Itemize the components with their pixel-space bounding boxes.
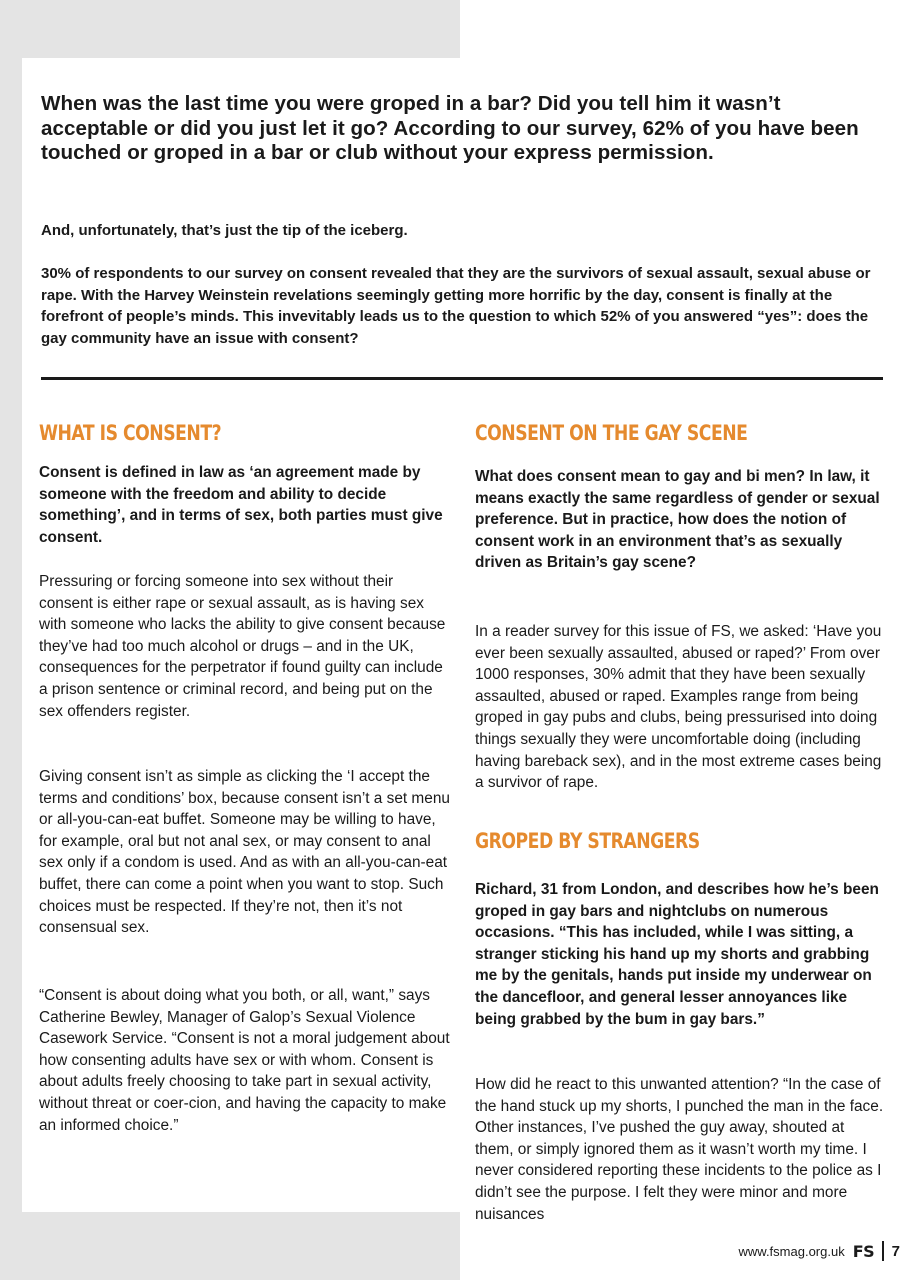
section-heading-groped-by-strangers: GROPED BY STRANGERS bbox=[475, 829, 700, 853]
body-paragraph: Richard, 31 from London, and describes how he’s been groped in gay bars and nightclubs on numerous occasions. “This has included, while I was sitting, a stranger sticking his hand up my shorts and grabbing me by the genitals, hands put inside my underwear on the dancefloor, and general lesser annoyances like being grabbed by the bum in gay bars.” bbox=[475, 881, 879, 1028]
body-paragraph: What does consent mean to gay and bi men? In law, it means exactly the same regardless of gender or sexual preference. But in practice, how does the notion of consent work in an environment that’s as sexually driven as Britain’s gay scene? bbox=[475, 468, 880, 572]
page-number: 7 bbox=[891, 1242, 900, 1260]
body-paragraph: Consent is defined in law as ‘an agreement made by someone with the freedom and ability to decide something’, and in terms of sex, both parties must give consent. bbox=[39, 464, 443, 546]
footer-divider bbox=[882, 1241, 884, 1261]
section-heading-consent-gay-scene: CONSENT ON THE GAY SCENE bbox=[475, 421, 748, 445]
section-heading-what-is-consent: WHAT IS CONSENT? bbox=[39, 421, 222, 445]
page-footer bbox=[739, 1240, 901, 1262]
lead-paragraph: When was the last time you were groped in a bar? Did you tell him it wasn’t acceptable or did you just let it go? According to our survey, 62% of you have been touched or groped in a bar or club without your express permission. bbox=[41, 92, 859, 164]
body-paragraph: How did he react to this unwanted attention? “In the case of the hand stuck up my shorts, I punched the man in the face. Other instances, I’ve pushed the guy away, shouted at them, or simply ignored them as it wasn’t worth my time. I never considered reporting these incidents to the police as I didn’t see the purpose. I felt they were minor and more nuisances bbox=[475, 1076, 884, 1223]
website-link[interactable]: www.fsmag.org.uk bbox=[738, 1243, 845, 1259]
fs-logo: FS bbox=[852, 1241, 875, 1261]
intro-paragraph: And, unfortunately, that’s just the tip of the iceberg. bbox=[41, 222, 408, 239]
body-paragraph: “Consent is about doing what you both, or all, want,” says Catherine Bewley, Manager of Galop’s Sexual Violence Casework Service. “Consent is not a moral judgement about how consenting adults have sex or with whom. Consent is about adults freely choosing to take part in sexual activity, without threat or coer-cion, and having the capacity to make an informed choice.” bbox=[39, 987, 450, 1134]
intro-paragraph: 30% of respondents to our survey on consent revealed that they are the survivors of sexual assault, sexual abuse or rape. With the Harvey Weinstein revelations seemingly getting more horrific by the day, consent is finally at the forefront of people’s minds. This invevitably leads us to the question to which 52% of you answered “yes”: does the gay community have an issue with consent? bbox=[41, 265, 871, 347]
body-paragraph: Giving consent isn’t as simple as clicking the ‘I accept the terms and conditions’ box, because consent isn’t a set menu or all-you-can-eat buffet. Someone may be willing to have, for example, oral but not anal sex, or may consent to anal sex only if a condom is used. And as with an all-you-can-eat buffet, there can come a point when you want to stop. Such choices must be respected. If they’re not, then it’s not consensual sex. bbox=[39, 768, 450, 937]
body-paragraph: Pressuring or forcing someone into sex without their consent is either rape or sexual assault, as is having sex with someone who lacks the ability to give consent because they’ve had too much alcohol or drugs – and in the UK, consequences for the perpetrator if found guilty can include a prison sentence or criminal record, and being put on the sex offenders register. bbox=[39, 573, 446, 720]
body-paragraph: In a reader survey for this issue of FS, we asked: ‘Have you ever been sexually assaulted, abused or raped?’ From over 1000 responses, 30% admit that they have been sexually assaulted, abused or raped. Examples range from being groped in gay pubs and clubs, being pressurised into doing things sexually they were uncomfortable doing (including having bareback sex), and in the most extreme cases being a survivor of rape. bbox=[475, 623, 882, 792]
section-divider bbox=[41, 377, 883, 380]
